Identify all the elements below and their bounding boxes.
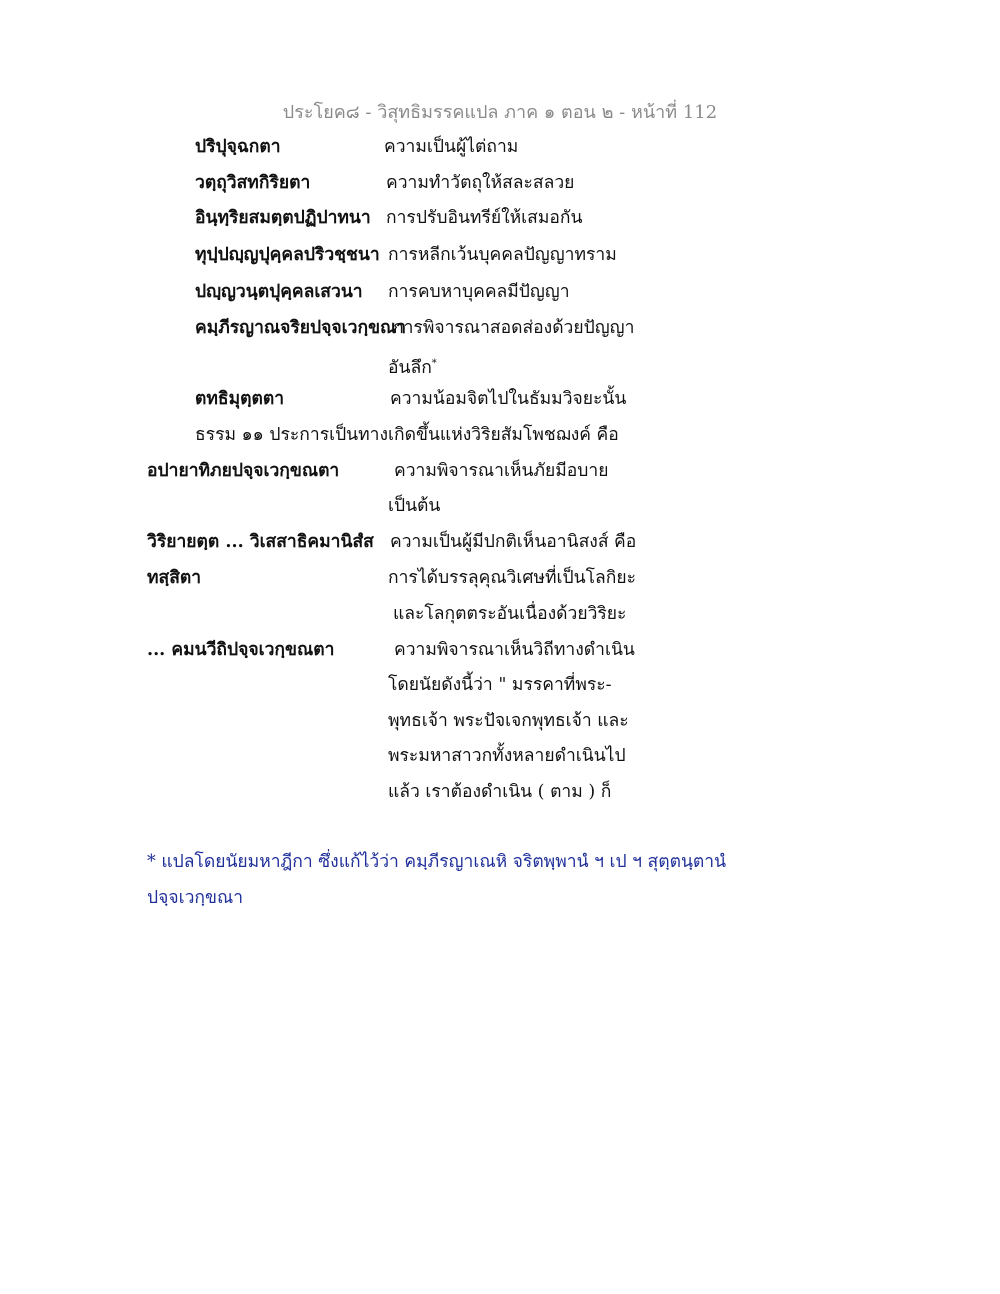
definition-5: การคบหาบุคคลมีปัญญา: [388, 282, 570, 302]
term-2: วตฺถุวิสทกิริยตา: [195, 173, 311, 193]
definition-2: ความทำวัตถุให้สละสลวย: [386, 173, 575, 193]
definition-10-line4: พระมหาสาวกทั้งหลายดำเนินไป: [388, 746, 626, 766]
definition-3: การปรับอินทรีย์ให้เสมอกัน: [386, 208, 583, 228]
term-3: อินฺทฺริยสมตฺตปฏิปาทนา: [195, 208, 371, 228]
definition-7: ความน้อมจิตไปในธัมมวิจยะนั้น: [390, 389, 627, 409]
term-9-line2: ทสฺสิตา: [147, 568, 202, 588]
definition-6-line2: อันลึก: [388, 357, 432, 378]
definition-10-line3: พุทธเจ้า พระปัจเจกพุทธเจ้า และ: [388, 711, 629, 731]
page-header: ประโยค๘ - วิสุทธิมรรคแปล ภาค ๑ ตอน ๒ - หน้าที่ 112: [282, 102, 718, 123]
definition-8-line2: เป็นต้น: [388, 496, 441, 516]
term-9-line1: วิริยายตฺต ... วิเสสาธิคมานิสํส: [147, 532, 374, 552]
term-4: ทุปฺปญฺญปุคฺคลปริวชฺชนา: [195, 245, 380, 265]
definition-6: การพิจารณาสอดส่องด้วยปัญญา: [393, 318, 635, 338]
definition-8-line1: ความพิจารณาเห็นภัยมีอบาย: [394, 461, 609, 481]
section-intro: ธรรม ๑๑ ประการเป็นทางเกิดขึ้นแห่งวิริยสัมโพชฌงค์ คือ: [195, 425, 619, 445]
definition-10-line2: โดยนัยดังนี้ว่า " มรรคาที่พระ-: [388, 675, 612, 695]
definition-9-line2: การได้บรรลุคุณวิเศษที่เป็นโลกิยะ: [388, 568, 636, 588]
footnote-line2: ปจฺจเวกฺขณา: [147, 888, 244, 908]
definition-10-line1: ความพิจารณาเห็นวิถีทางดำเนิน: [394, 640, 635, 660]
footnote-marker: *: [431, 358, 437, 369]
term-7: ตทธิมุตฺตตา: [195, 389, 285, 409]
definition-10-line5: แล้ว เราต้องดำเนิน ( ตาม ) ก็: [388, 782, 612, 802]
term-8: อปายาทิภยปจฺจเวกฺขณตา: [147, 461, 340, 481]
definition-9-line1: ความเป็นผู้มีปกติเห็นอานิสงส์ คือ: [390, 532, 637, 552]
definition-4: การหลีกเว้นบุคคลปัญญาทราม: [388, 245, 617, 265]
definition-1: ความเป็นผู้ไต่ถาม: [384, 137, 519, 157]
footnote-line1: * แปลโดยนัยมหาฎีกา ซึ่งแก้ไว้ว่า คมฺภีรญาเณหิ จริตพฺพานํ ฯ เป ฯ สุตฺตนฺตานํ: [147, 852, 727, 872]
definition-6-continued: [388, 352, 437, 380]
definition-9-line3: และโลกุตตระอันเนื่องด้วยวิริยะ: [393, 604, 627, 624]
term-6: คมฺภีรญาณจริยปจฺจเวกฺขณา: [195, 318, 407, 338]
term-10: ... คมนวีถิปจฺจเวกฺขณตา: [147, 640, 335, 660]
term-1: ปริปุจฺฉกตา: [195, 137, 281, 157]
term-5: ปญฺญวนฺตปุคฺคลเสวนา: [195, 282, 363, 302]
